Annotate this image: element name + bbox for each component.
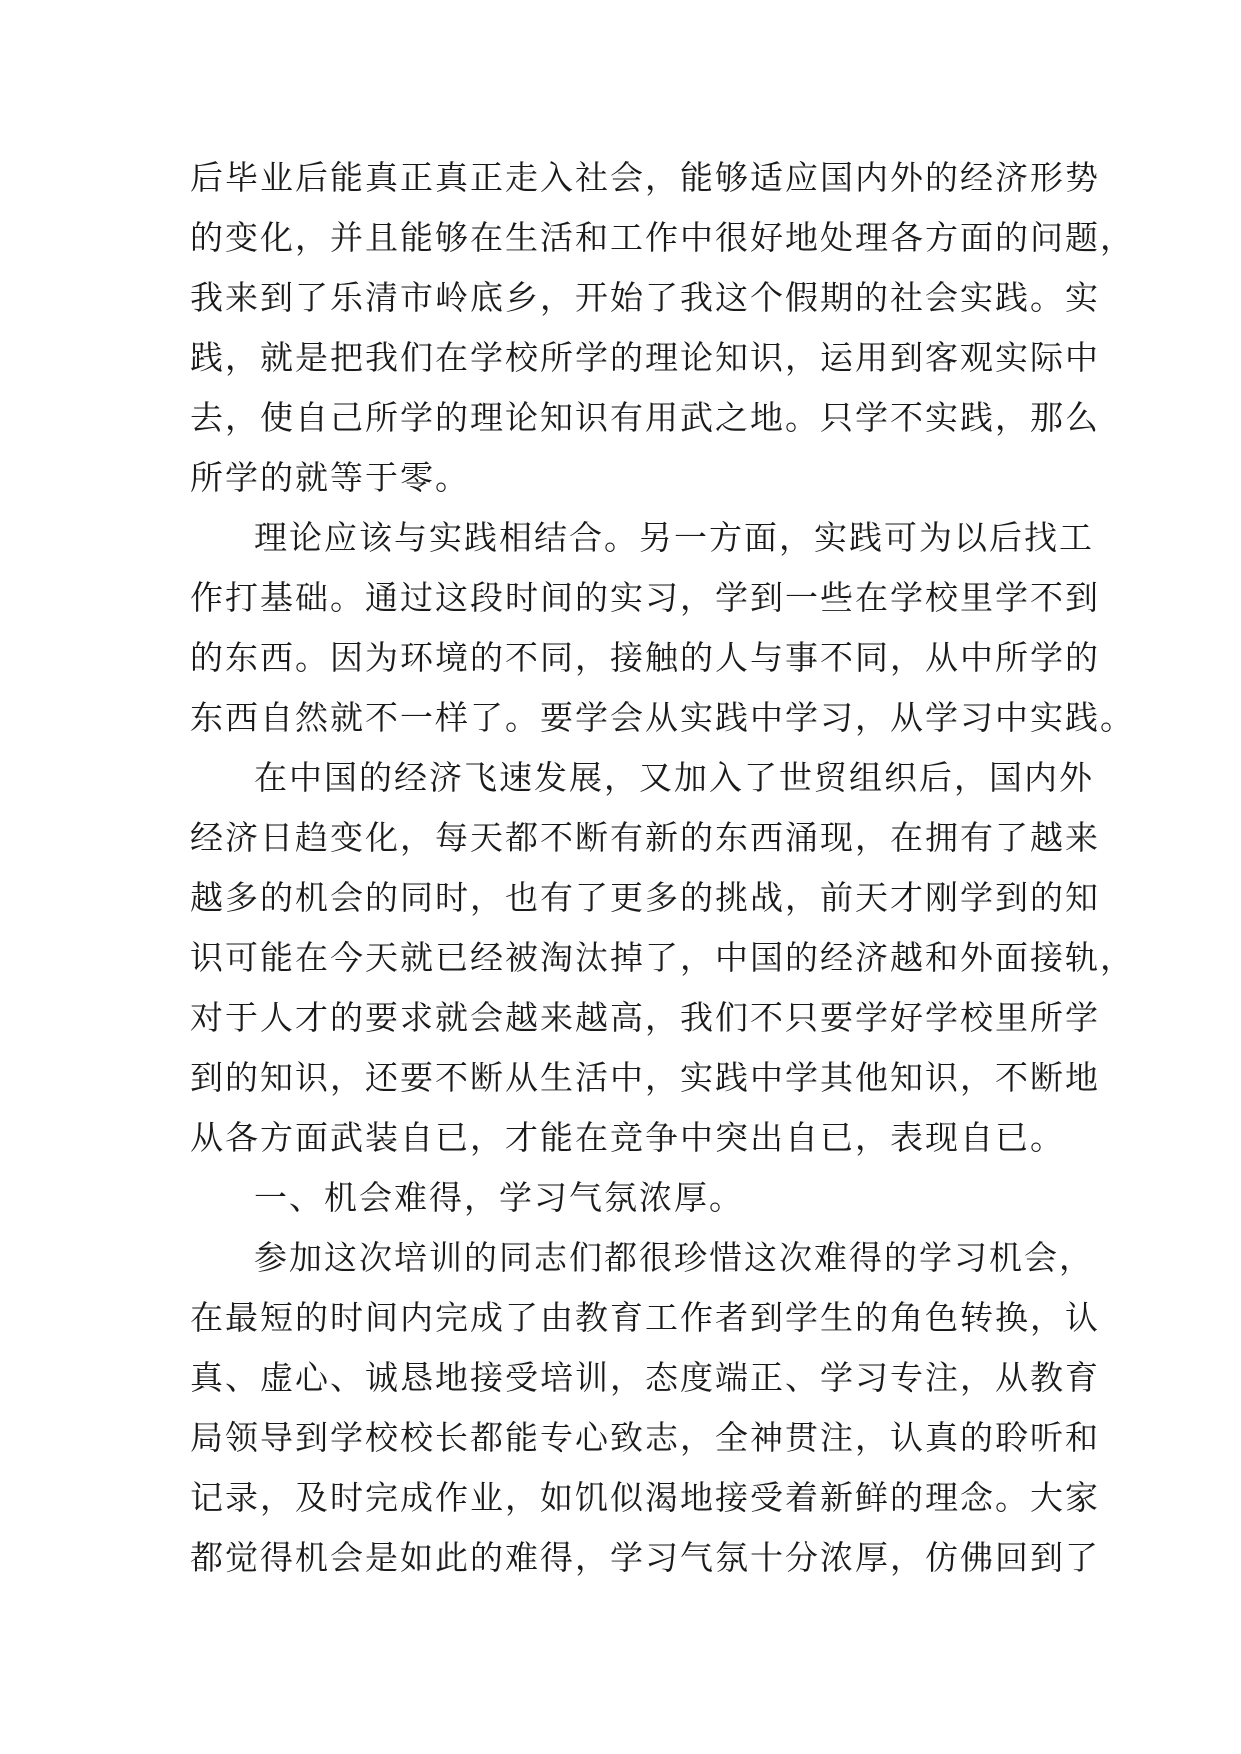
text-line: 经济日趋变化，每天都不断有新的东西涌现，在拥有了越来	[190, 818, 1100, 857]
text-line: 的变化，并且能够在生活和工作中很好地处理各方面的问题，	[190, 218, 1135, 257]
text-line: 真、虚心、诚恳地接受培训，态度端正、学习专注，从教育	[190, 1358, 1100, 1397]
text-line: 越多的机会的同时，也有了更多的挑战，前天才刚学到的知	[190, 878, 1100, 917]
text-line: 践，就是把我们在学校所学的理论知识，运用到客观实际中	[190, 338, 1100, 377]
paragraph-first-line: 在中国的经济飞速发展，又加入了世贸组织后，国内外	[254, 758, 1094, 797]
text-line: 作打基础。通过这段时间的实习，学到一些在学校里学不到	[190, 578, 1100, 617]
text-line: 记录，及时完成作业，如饥似渴地接受着新鲜的理念。大家	[190, 1478, 1100, 1517]
text-line: 对于人才的要求就会越来越高，我们不只要学好学校里所学	[190, 998, 1100, 1037]
text-line: 所学的就等于零。	[190, 458, 470, 497]
text-line: 去，使自己所学的理论知识有用武之地。只学不实践，那么	[190, 398, 1100, 437]
paragraph-first-line: 理论应该与实践相结合。另一方面，实践可为以后找工	[254, 518, 1094, 557]
text-line: 后毕业后能真正真正走入社会，能够适应国内外的经济形势	[190, 158, 1100, 197]
text-line: 在最短的时间内完成了由教育工作者到学生的角色转换，认	[190, 1298, 1100, 1337]
text-line: 局领导到学校校长都能专心致志，全神贯注，认真的聆听和	[190, 1418, 1100, 1457]
text-line: 我来到了乐清市岭底乡，开始了我这个假期的社会实践。实	[190, 278, 1100, 317]
text-line: 识可能在今天就已经被淘汰掉了，中国的经济越和外面接轨，	[190, 938, 1135, 977]
section-heading: 一、机会难得，学习气氛浓厚。	[254, 1178, 744, 1217]
text-line: 从各方面武装自已，才能在竞争中突出自已，表现自已。	[190, 1118, 1065, 1157]
text-line: 东西自然就不一样了。要学会从实践中学习，从学习中实践。	[190, 698, 1135, 737]
text-line: 到的知识，还要不断从生活中，实践中学其他知识，不断地	[190, 1058, 1100, 1097]
text-line: 的东西。因为环境的不同，接触的人与事不同，从中所学的	[190, 638, 1100, 677]
paragraph-first-line: 参加这次培训的同志们都很珍惜这次难得的学习机会，	[254, 1238, 1094, 1277]
text-line: 都觉得机会是如此的难得，学习气氛十分浓厚，仿佛回到了	[190, 1538, 1100, 1577]
